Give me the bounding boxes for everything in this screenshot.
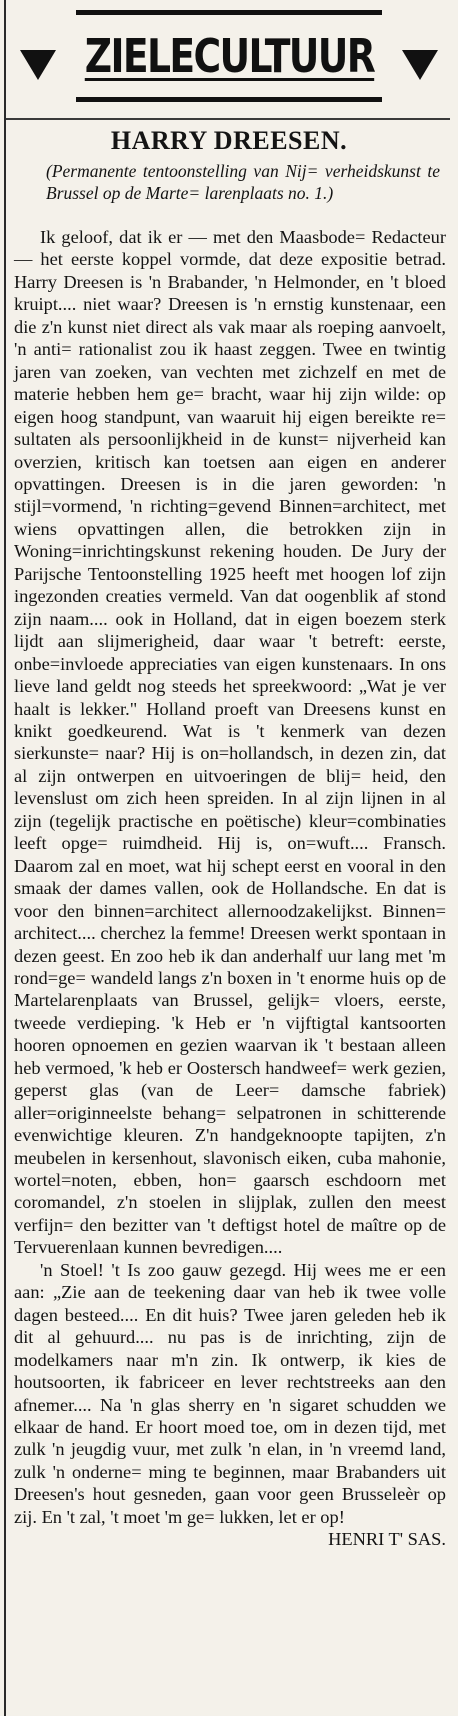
column-header bbox=[16, 8, 442, 108]
article-paragraph: 'n Stoel! 't Is zoo gauw gezegd. Hij wees me er een aan: „Zie aan de teekening daar van heb ik twee volle dagen besteed.... En dit huis? Twee jaren geleden heb ik dit al gehuurd.... nu pas is de inrichting, zijn de modelkamers naar m'n zin. Ik ontwerp, ik kies de houtsoorten, ik fabriceer en lever rechtstreeks aan den afnemer.... Na 'n glas sherry en 'n sigaret schudden we elkaar de hand. Er hoort moed toe, om in dezen tijd, met zulk 'n jeugdig vuur, met zulk 'n elan, in 'n vreemd land, zulk 'n onderne= ming te beginnen, maar Brabanders uit Dreesen's hout gesneden, gaan voor geen Brusseleèr op zij. En 't zal, 't moet 'm ge= lukken, let er op! bbox=[14, 1259, 446, 1527]
left-triangle-ornament-icon bbox=[20, 50, 56, 80]
column-title: ZIELECULTUUR bbox=[84, 29, 374, 83]
author-signature: HENRI T' SAS. bbox=[328, 1529, 446, 1550]
article-paragraph: Ik geloof, dat ik er — met den Maasbode= Redacteur — het eerste koppel vormde, dat deze expositie betrad. Harry Dreesen is 'n Brabander, 'n Helmonder, en 't bloed kruipt.... niet waar? Dreesen is 'n ernstig kunstenaar, een die z'n kunst niet direct als vak maar als roeping aanvoelt, 'n anti= rationalist zou ik haast zeggen. Twee en twintig jaren van zoeken, van vechten met zichzelf en met de materie hebben hem ge= bracht, waar hij zijn wilde: op eigen hoog standpunt, van waaruit hij eigen bereikte re= sultaten als persoonlijkheid in de kunst= nijverheid kan overzien, kritisch kan toetsen aan eigen en anderer opvattingen. Dreesen is in die jaren geworden: 'n stijl=vormend, 'n richting=gevend Binnen=architect, met wiens opvattingen allen, die betrokken zijn in Woning=inrichtingskunst rekening houden. De Jury der Parijsche Tentoonstelling 1925 heeft met hoogen lof zijn ingezonden creaties vermeld. Van dat oogenblik af stond zijn naam.... ook in Holland, dat in eigen boezem sterk lijdt aan slijmerigheid, daar waar 't betreft: eerste, onbe=invloede appreciaties van eigen kunstenaars. In ons lieve land geldt nog steeds het spreekwoord: „Wat je ver haalt is lekker." Holland proeft van Dreesens kunst en knikt goedkeurend. Wat is 't kenmerk van dezen sierkunste= naar? Hij is on=hollandsch, in dezen zin, dat al zijn ontwerpen en uitvoeringen de blij= heid, den levenslust om zich heen spreiden. In al zijn lijnen in al zijn (tegelijk practische en poëtische) kleur=combinaties leeft opge= ruimdheid. Hij is, on=wuft.... Fransch. Daarom zal en moet, wat hij schept eerst en vooral in den smaak der dames vallen, ook de Hollandsche. En dat is voor den binnen=architect allernoodzakelijkst. Binnen= architect.... cherchez la femme! Dreesen werkt spontaan in dezen geest. En zoo heb ik dan anderhalf uur lang met 'm rond=ge= wandeld langs z'n boxen in 't enorme huis op de Martelarenplaats van Brussel, gelijk= vloers, eerste, tweede verdieping. 'k Heb er 'n vijftigtal kantsoorten hooren opnoemen en gezien waarvan ik 't bestaan alleen heb vermoed, 'k heb er Oostersch handweef= werk gezien, geperst glas (van de Leer= damsche fabriek) aller=originneelste behang= selpatronen in schitterende evenwichtige kleuren. Z'n handgeknoopte tapijten, z'n meubelen in kersenhout, slavonisch eiken, cuba mahonie, wortel=noten, ebben, hon= gaarsch eschdoorn met coromandel, z'n stoelen in slijplak, zullen den meest verfijn= den bezitter van 't deftigst hotel de maître op de Tervuerenlaan kunnen bevredigen.... bbox=[14, 227, 446, 1258]
right-triangle-ornament-icon bbox=[402, 50, 438, 80]
left-column-rule bbox=[4, 0, 6, 1716]
article-headline: HARRY DREESEN. bbox=[110, 126, 348, 155]
column-banner bbox=[76, 10, 382, 102]
header-divider bbox=[6, 118, 450, 120]
article-subheadline: (Permanente tentoonstelling van Nij= verheidskunst te Brussel op de Marte= larenplaats no. 1.) bbox=[46, 161, 440, 203]
article-body bbox=[14, 226, 446, 1551]
article-signature-line bbox=[14, 1528, 446, 1550]
